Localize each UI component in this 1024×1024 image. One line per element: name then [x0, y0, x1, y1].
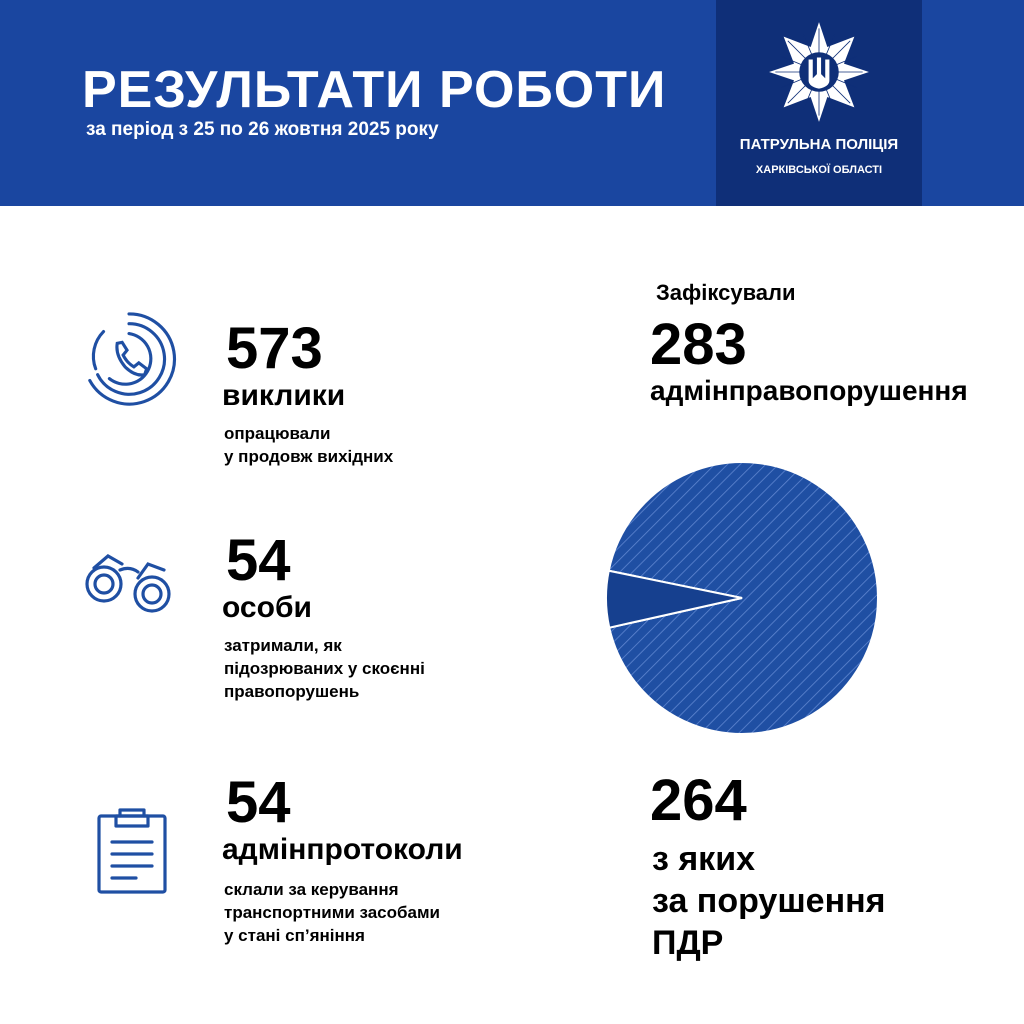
calls-label: виклики	[222, 379, 346, 412]
page-title: РЕЗУЛЬТАТИ РОБОТИ	[82, 61, 667, 119]
phone-call-icon	[80, 310, 178, 408]
police-star-trident-icon	[767, 20, 871, 124]
badge-region: ХАРКІВСЬКОЇ ОБЛАСТІ	[755, 164, 883, 176]
badge-title: ПАТРУЛЬНА ПОЛІЦІЯ	[739, 136, 899, 153]
violations-pie-chart	[604, 460, 880, 736]
detained-description: затримали, як підозрюваних у скоєнні правопорушень	[224, 636, 425, 701]
traffic-violations-description: з яких за порушення ПДР	[652, 840, 886, 962]
recorded-caption: Зафіксували	[656, 280, 796, 305]
calls-description: опрацювали у продовж вихідних	[224, 424, 394, 466]
protocols-count: 54	[226, 770, 291, 835]
detained-count: 54	[226, 528, 291, 593]
handcuffs-icon	[80, 548, 180, 618]
police-badge-panel	[716, 0, 922, 206]
page-subtitle: за період з 25 по 26 жовтня 2025 року	[86, 119, 439, 140]
detained-label: особи	[222, 591, 312, 624]
protocols-description: склали за керування транспортними засобами у стані сп’яніння	[224, 880, 440, 945]
clipboard-icon	[96, 806, 168, 894]
calls-count: 573	[226, 316, 323, 381]
traffic-violations-count: 264	[650, 768, 747, 833]
violations-total: 283	[650, 312, 747, 377]
violations-label: адмінправопорушення	[650, 375, 968, 406]
header-banner	[0, 0, 1024, 206]
protocols-label: адмінпротоколи	[222, 833, 463, 866]
